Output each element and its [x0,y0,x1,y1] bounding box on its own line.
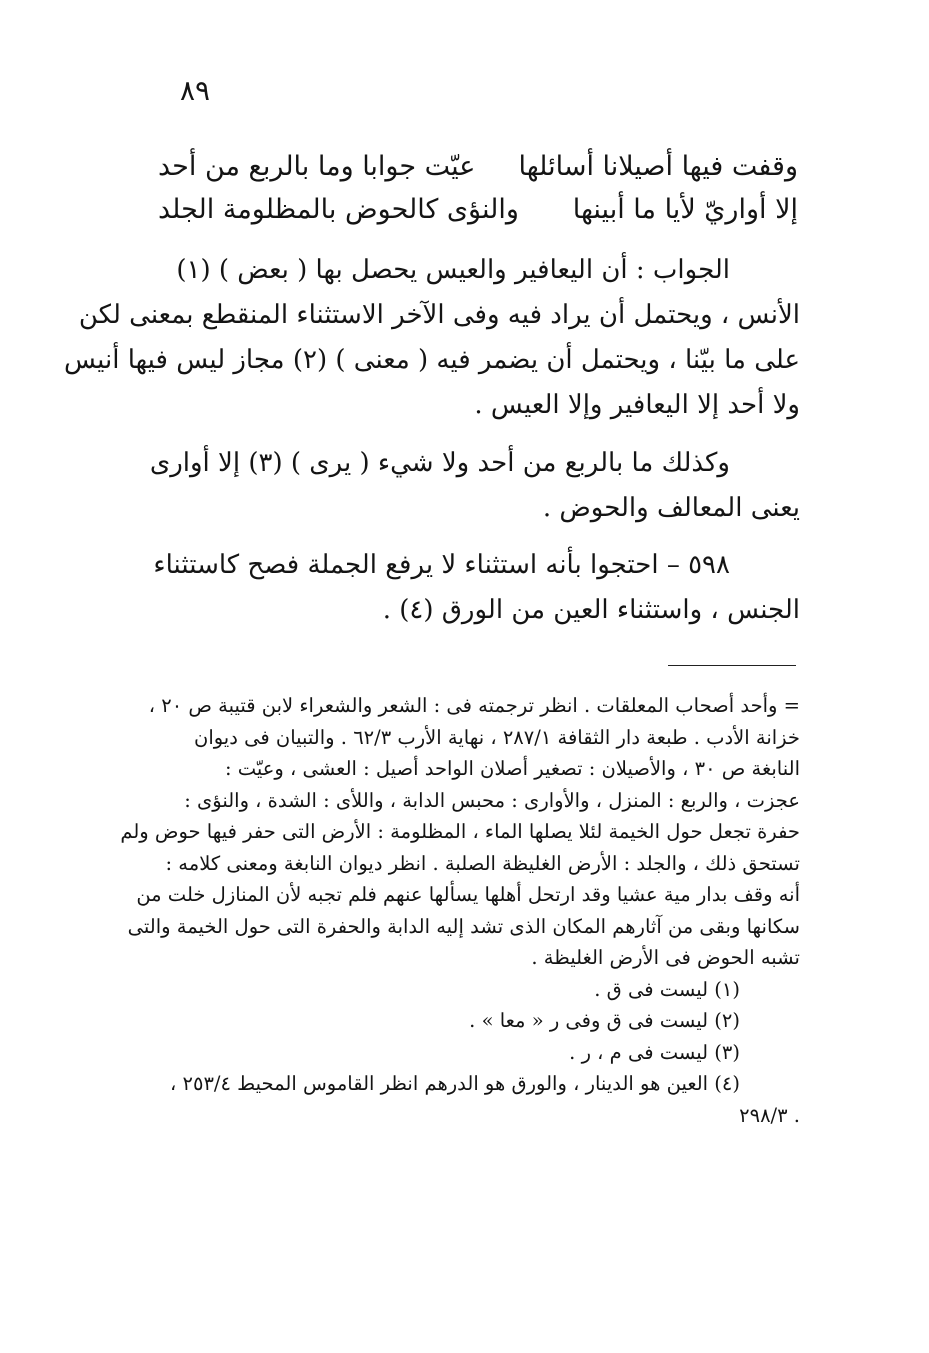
text-line: الأنس ، ويحتمل أن يراد فيه وفى الآخر الاستثناء المنقطع بمعنى لكن [78,300,800,330]
text-line: على ما بيّنا ، ويحتمل أن يضمر فيه ( معنى ) (٢) مجاز ليس فيها أنيس [64,345,800,375]
text-line: وكذلك ما بالربع من أحد ولا شيء ( يرى ) (٣) إلا أوارى [149,448,730,478]
footnote-line: حفرة تجعل حول الخيمة لئلا يصلها الماء ، المظلومة : الأرض التى حفر فيها حوض ولم [120,820,800,843]
verse-hemistich-second: والنؤى كالحوض بالمظلومة الجلد [158,194,519,225]
verse-line-2 [158,190,798,230]
footnotes [120,690,800,1131]
paragraph-answer [64,248,800,428]
text-line: يعنى المعالف والحوض . [542,493,800,523]
text-line: ولا أحد إلا اليعافير وإلا العيس . [474,390,800,420]
footnote-line: تستحق ذلك ، والجلد : الأرض الغليظة الصلبة . انظر ديوان النابغة ومعنى كلامه : [165,851,800,875]
footnote-item-4-continuation: . ٢٩٨/٣ [739,1103,800,1127]
footnote-line: خزانة الأدب . طبعة دار الثقافة ٢٨٧/١ ، نهاية الأرب ٦٢/٣ . والتبيان فى ديوان [194,725,800,749]
footnote-line: أنه وقف بدار مية عشيا وقد ارتحل أهلها يسألها عنهم فلم تجبه لأن المنازل خلت من [136,883,800,906]
verse-hemistich-first: وقفت فيها أصيلانا أسائلها [518,151,798,182]
text-line: الجنس ، واستثناء العين من الورق (٤) . [382,595,800,625]
footnote-line: النابغة ص ٣٠ ، والأصيلان : تصغير أصلان الواحد أصيل : العشى ، وعيّت : [224,757,800,780]
footnote-item-3: (٣) ليست فى م ، ر . [569,1040,740,1064]
footnote-line: تشبه الحوض فى الأرض الغليظة . [531,946,800,969]
paragraph-likewise [149,441,800,531]
footnote-line: عجزت ، والربع : المنزل ، والأوارى : محبس الدابة ، واللأى : الشدة ، والنؤى : [184,788,800,812]
text-line: ٥٩٨ – احتجوا بأنه استثناء لا يرفع الجملة فصح كاستثناء [153,550,730,580]
footnote-item-4: (٤) العين هو الدينار ، والورق هو الدرهم انظر القاموس المحيط ٢٥٣/٤ ، [170,1072,740,1095]
page-number: ٨٩ [180,74,211,107]
text-line: الجواب : أن اليعافير والعيس يحصل بها ( بعض ) (١) [176,255,730,285]
paragraph-598 [153,543,800,633]
footnote-line: سكانها وبقى من آثارهم المكان الذى تشد إليه الدابة والحفرة التى حول الخيمة والتى [127,914,800,938]
footnote-item-1: (١) ليست فى ق . [594,977,740,1001]
verse-hemistich-first: إلا أواريّ لأيا ما أبينها [572,194,798,225]
footnote-divider [668,665,796,666]
verse-hemistich-second: عيّت جوابا وما بالربع من أحد [158,151,476,182]
footnote-item-2: (٢) ليست فى ق وفى ر « معا » . [469,1009,740,1032]
verse-line-1 [158,147,798,187]
footnote-line: = وأحد أصحاب المعلقات . انظر ترجمته فى : الشعر والشعراء لابن قتيبة ص ٢٠ ، [148,694,800,717]
